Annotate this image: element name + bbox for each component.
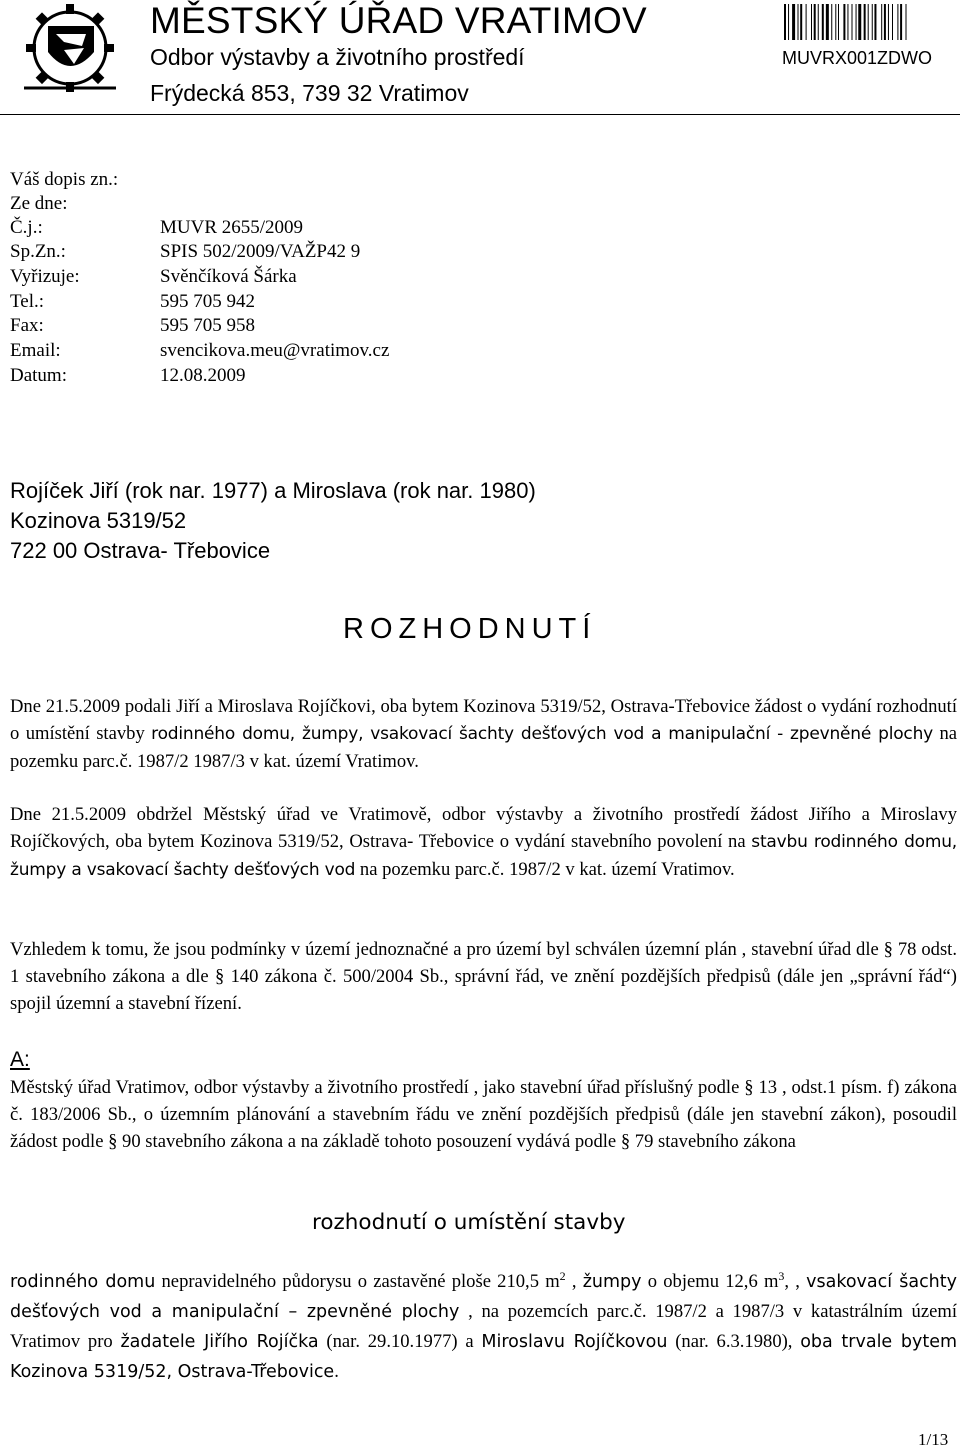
ref-value-email: svencikova.meu@vratimov.cz — [160, 340, 390, 361]
para2-text-start: Dne 21.5.2009 obdržel Městský úřad ve Vratimově, odbor výstavby a životního prostředí žádost Jiřího a Miroslavy Rojíčkových, oba bytem Kozinova 5319/52, Ostrava- Třebovice o vydání stavebního povolení na — [10, 804, 957, 852]
addressee-street: Kozinova 5319/52 — [10, 508, 187, 533]
paragraph-joined-proceedings: Vzhledem k tomu, že jsou podmínky v území jednoznačné a pro území byl schválen územní plán , stavební úřad dle § 78 odst. 1 stavebního zákona a dle § 140 zákona č. 500/2004 Sb., správní řád, ve znění pozdějších předpisů (dále jen „správní řád“) spojil územní a stavební řízení. — [10, 939, 957, 1014]
para5-bold-soakaway: vsakovací šachty dešťových vod a manipulační – zpevněné plochy — [10, 1272, 957, 1322]
page-number: 1/13 — [918, 1430, 949, 1449]
ref-label-handled-by: Vyřizuje: — [10, 266, 80, 287]
ref-label-case-number: Č.j.: — [10, 217, 43, 238]
para5-text-6: (nar. 29.10.1977) a — [318, 1331, 482, 1352]
para2-text-end: na pozemku parc.č. 1987/2 v kat. území Vratimov. — [355, 859, 735, 880]
paragraph-decision-detail — [10, 1267, 957, 1387]
ref-label-file-number: Sp.Zn.: — [10, 241, 66, 262]
ref-label-date: Datum: — [10, 365, 67, 386]
ref-value-case-number: MUVR 2655/2009 — [160, 217, 304, 238]
para1-text-start: Dne 21.5.2009 podali Jiří a Miroslava Rojíčkovi, oba bytem Kozinova 5319/52, Ostrava-Třebovice žádost o vydání rozhodnutí o umístění stavby — [10, 696, 957, 744]
section-a-label: A: — [10, 1048, 30, 1071]
para2-bold-subject: stavbu rodinného domu, žumpy a vsakovací šachty dešťových vod — [10, 832, 957, 880]
ref-label-date-of: Ze dne: — [10, 193, 68, 214]
para5-text-8: . — [334, 1361, 339, 1382]
ref-label-email: Email: — [10, 340, 61, 361]
para1-text-end: na pozemku parc.č. 1987/2 1987/3 v kat. území Vratimov. — [10, 723, 957, 772]
para5-text-1: nepravidelného půdorysu o zastavěné ploše 210,5 m — [155, 1271, 560, 1292]
ref-label-phone: Tel.: — [10, 291, 45, 312]
para5-text-5: , na pozemcích parc.č. 1987/2 a 1987/3 v katastrálním území Vratimov pro — [10, 1301, 957, 1352]
para5-bold-residence: oba trvale bytem Kozinova 5319/52, Ostrava-Třebovice — [10, 1332, 958, 1382]
para5-text-3: o objemu 12,6 m — [641, 1271, 779, 1292]
para5-bold-co-applicant: Miroslavu Rojíčkovou — [481, 1332, 668, 1352]
ref-value-date: 12.08.2009 — [160, 365, 246, 386]
ref-value-phone: 595 705 942 — [160, 291, 255, 312]
decision-title: rozhodnutí o umístění stavby — [312, 1210, 626, 1235]
department-name: Odbor výstavby a životního prostředí — [150, 44, 525, 70]
addressee-city: 722 00 Ostrava- Třebovice — [10, 538, 271, 563]
para5-text-7: (nar. 6.3.1980), — [667, 1331, 801, 1352]
para5-bold-septic: žumpy — [582, 1272, 642, 1292]
office-title: MĚSTSKÝ ÚŘAD VRATIMOV — [150, 0, 647, 41]
paragraph-authority-statement: Městský úřad Vratimov, odbor výstavby a životního prostředí , jako stavební úřad příslušný podle § 13 , odst.1 písm. f) zákona č. 183/2006 Sb., o územním plánování a stavebním řádu ve znění pozdějších předpisů (dále jen stavební zákon), posoudil žádost podle § 90 stavebního zákona a na základě tohoto posouzení vydává podle § 79 stavebního zákona — [10, 1077, 957, 1152]
paragraph-application-permit — [10, 801, 957, 884]
ref-value-file-number: SPIS 502/2009/VAŽP42 9 — [160, 241, 361, 262]
document-heading: ROZHODNUTÍ — [343, 613, 597, 645]
header-divider — [0, 114, 960, 115]
para1-bold-subject: rodinného domu, žumpy, vsakovací šachty dešťových vod a manipulační - zpevněné plochy — [151, 724, 934, 744]
paragraph-application-placement — [10, 693, 957, 775]
ref-label-your-letter: Váš dopis zn.: — [10, 169, 119, 190]
addressee-names: Rojíček Jiří (rok nar. 1977) a Miroslava (rok nar. 1980) — [10, 478, 536, 503]
city-emblem-logo — [4, 2, 134, 94]
ref-value-handled-by: Svěnčíková Šárka — [160, 266, 297, 287]
para5-text-4: , , — [784, 1271, 807, 1292]
para5-sup-cubed: 3 — [778, 1268, 785, 1283]
para5-sup-squared: 2 — [559, 1268, 566, 1283]
para5-bold-house: rodinného domu — [10, 1272, 156, 1292]
document-id: MUVRX001ZDWO — [782, 48, 933, 68]
para5-bold-applicant: žadatele Jiřího Rojíčka — [120, 1332, 319, 1352]
office-address: Frýdecká 853, 739 32 Vratimov — [150, 80, 469, 106]
para5-text-2: , — [565, 1271, 583, 1292]
ref-value-fax: 595 705 958 — [160, 315, 255, 336]
barcode — [784, 4, 948, 40]
ref-label-fax: Fax: — [10, 315, 44, 336]
